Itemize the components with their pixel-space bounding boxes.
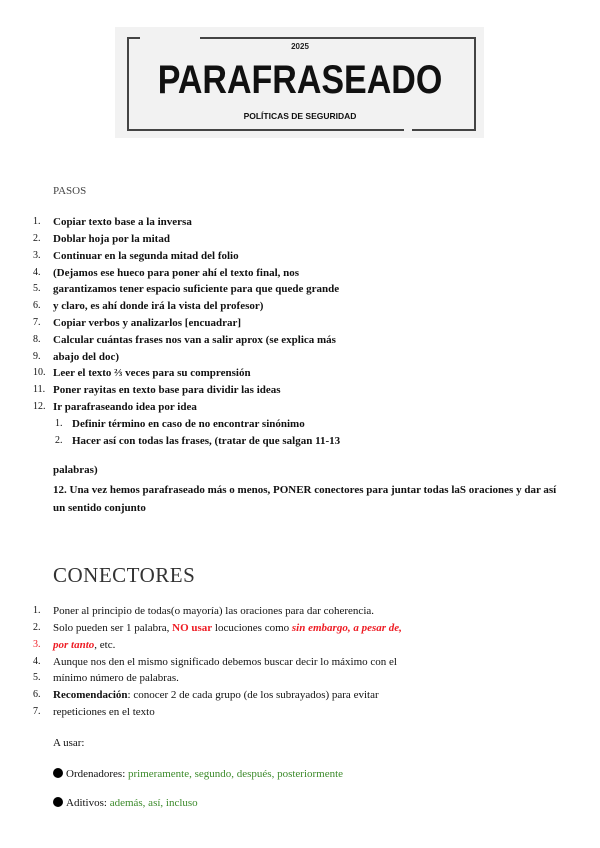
conectores-heading: CONECTORES [53,563,196,587]
list-item: Copiar texto base a la inversa [53,216,192,228]
list-item [53,621,402,635]
list-item [53,688,379,702]
list-item: garantizamos tener espacio suficiente para que quede grande [53,283,340,295]
header-year: 2025 [291,42,309,51]
header-subtitle: POLÍTICAS DE SEGURIDAD [243,111,357,121]
list-number: 5. [33,283,41,294]
list-item: Doblar hoja por la mitad [53,233,170,245]
list-item: Aunque nos den el mismo significado debemos buscar decir lo máximo con el [53,656,397,668]
list-number: 3. [33,250,41,261]
list-item: repeticiones en el texto [53,706,155,718]
text: locuciones como [212,622,292,634]
group-label: Aditivos: [66,797,107,809]
list-item: Leer el texto ⅔ veces para su comprensión [53,367,251,379]
document-title: PARAFRASEADO [157,58,443,102]
group-ordenadores [53,767,343,781]
group-values: primeramente, segundo, después, posteriormente [128,768,344,780]
list-number: 8. [33,334,41,345]
list-number: 7. [33,706,41,717]
sublist-item: Hacer así con todas las frases, (tratar de que salgan 11-13 [72,435,341,447]
text: Solo pueden ser 1 palabra, [53,622,173,634]
list-number: 4. [33,656,41,667]
list-number: 9. [33,351,41,362]
list-number: 1. [33,216,41,227]
frame-gap [140,35,200,40]
list-item: abajo del doc) [53,351,119,363]
final-step-cont: un sentido conjunto [53,502,146,514]
sublist-number: 2. [55,435,63,446]
list-number: 1. [33,605,41,616]
sublist-number: 1. [55,418,63,429]
emphasis: sin embargo, a pesar de, [291,622,402,634]
a-usar-label: A usar: [53,737,85,749]
group-aditivos [53,796,198,810]
list-number: 11. [33,384,46,395]
list-item [53,638,115,652]
list-number: 3. [33,639,41,650]
label: Recomendación [53,689,128,701]
list-number: 6. [33,689,41,700]
pasos-heading: PASOS [53,185,87,197]
list-item: Copiar verbos y analizarlos [encuadrar] [53,317,242,329]
list-number: 2. [33,622,41,633]
list-number: 2. [33,233,41,244]
list-item: Poner rayitas en texto base para dividir las ideas [53,384,281,396]
text: , etc. [94,639,116,651]
list-item: y claro, es ahí donde irá la vista del profesor) [53,300,264,312]
group-values: además, así, incluso [109,797,198,809]
continuation-text: palabras) [53,464,98,476]
sublist-item: Definir término en caso de no encontrar sinónimo [72,418,305,430]
list-item: Poner al principio de todas(o mayoría) las oraciones para dar coherencia. [53,605,375,617]
bullet-icon [53,768,63,778]
list-number: 10. [33,367,46,378]
list-item: Ir parafraseando idea por idea [53,401,197,413]
list-item: Continuar en la segunda mitad del folio [53,250,239,262]
list-number: 7. [33,317,41,328]
list-number: 5. [33,672,41,683]
final-step: 12. Una vez hemos parafraseado más o menos, PONER conectores para juntar todas laS oraciones y dar así [53,484,557,496]
list-number: 12. [33,401,46,412]
frame-gap [404,126,412,131]
list-item: mínimo número de palabras. [53,672,179,684]
list-item: (Dejamos ese hueco para poner ahí el texto final, nos [53,267,300,279]
list-number: 4. [33,267,41,278]
emphasis: por tanto [53,639,95,651]
list-item: Calcular cuántas frases nos van a salir aprox (se explica más [53,334,336,346]
bullet-icon [53,797,63,807]
list-number: 6. [33,300,41,311]
text: : conocer 2 de cada grupo (de los subrayados) para evitar [127,689,379,701]
group-label: Ordenadores: [66,768,126,780]
emphasis: NO usar [172,622,213,634]
